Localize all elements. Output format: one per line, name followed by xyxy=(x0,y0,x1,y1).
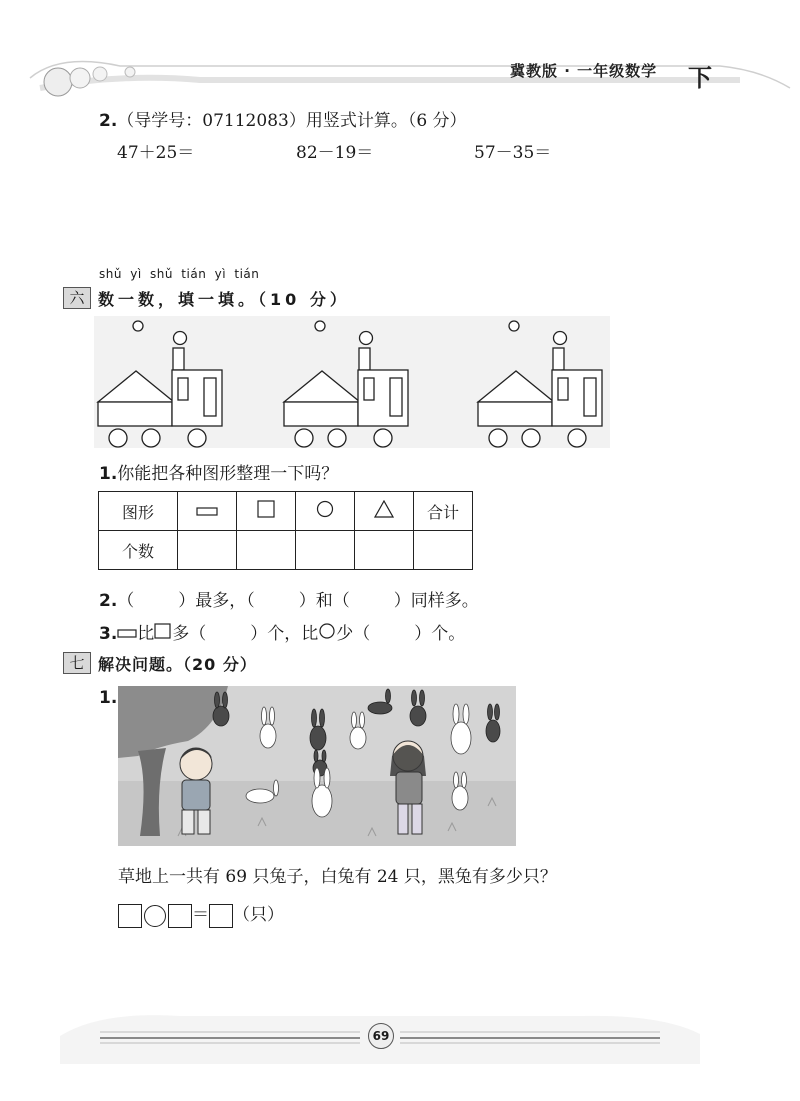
s6-q3-part: 多（ xyxy=(172,624,207,644)
expr-3: 57－35＝ xyxy=(474,143,552,163)
operator-circle[interactable] xyxy=(144,905,166,927)
trains-figure xyxy=(94,316,610,448)
count-circle-input[interactable] xyxy=(296,531,355,570)
count-triangle-input[interactable] xyxy=(355,531,414,570)
section6-title: 数一数，填一填。（10 分） xyxy=(98,290,350,309)
operand-1-box[interactable] xyxy=(118,904,142,928)
table-rect-cell xyxy=(178,492,237,531)
rectangle-icon xyxy=(117,627,137,639)
equals-sign: ＝ xyxy=(192,905,209,925)
expr-1: 47＋25＝ xyxy=(117,143,195,163)
table-circle-cell xyxy=(296,492,355,531)
s6-q3-part: ）个，比 xyxy=(250,624,319,644)
s7-q1-question: 草地上一共有 69 只兔子，白兔有 24 只，黑兔有多少只？ xyxy=(118,867,557,887)
shape-count-table xyxy=(98,491,473,570)
square-icon xyxy=(257,500,275,518)
rectangle-icon xyxy=(196,505,218,517)
table-total-label: 合计 xyxy=(414,492,473,531)
section6-pinyin: shǔ yì shǔ tián yì tián xyxy=(99,267,260,281)
table-shape-label: 图形 xyxy=(99,492,178,531)
section7-title: 解决问题。（20 分） xyxy=(98,655,257,674)
s6-q2-number: 2. xyxy=(99,591,118,611)
unit-label: （只） xyxy=(233,905,284,925)
count-rect-input[interactable] xyxy=(178,531,237,570)
count-square-input[interactable] xyxy=(237,531,296,570)
square-icon xyxy=(154,623,172,639)
section6-badge: 六 xyxy=(63,287,91,309)
equation-row xyxy=(118,900,284,928)
expr-2: 82－19＝ xyxy=(296,143,374,163)
q2-number: 2. xyxy=(99,111,118,131)
header-banner xyxy=(0,48,800,108)
triangle-icon xyxy=(374,500,394,518)
circle-icon xyxy=(316,500,334,518)
table-header-row xyxy=(99,492,473,531)
s7-q1-number: 1. xyxy=(99,688,118,708)
table-square-cell xyxy=(237,492,296,531)
s6-q3-part: 比 xyxy=(137,624,155,644)
s6-q3-part: 少（ xyxy=(336,624,371,644)
operand-2-box[interactable] xyxy=(168,904,192,928)
page-number: 69 xyxy=(368,1023,394,1049)
s6-q2-part: ）和（ xyxy=(298,591,350,611)
result-box[interactable] xyxy=(209,904,233,928)
table-triangle-cell xyxy=(355,492,414,531)
s6-q3-number: 3. xyxy=(99,624,118,644)
s6-q1-number: 1. xyxy=(99,464,118,484)
s6-q2-part: （ xyxy=(117,591,135,611)
circle-icon xyxy=(318,623,336,639)
grade-mark: 下 xyxy=(688,64,712,92)
count-total-input[interactable] xyxy=(414,531,473,570)
s6-q1 xyxy=(99,459,338,484)
s6-q3 xyxy=(99,619,465,644)
rabbits-illustration xyxy=(118,686,516,846)
book-brand: 冀教版 · 一年级数学 xyxy=(510,62,658,80)
s6-q2-part: ）同样多。 xyxy=(393,591,479,611)
s6-q1-text: 你能把各种图形整理一下吗？ xyxy=(117,464,339,484)
q2-text: （导学号：07112083）用竖式计算。（6 分） xyxy=(117,111,467,131)
s6-q3-part: ）个。 xyxy=(414,624,466,644)
q2-heading xyxy=(99,106,467,131)
table-count-label: 个数 xyxy=(99,531,178,570)
section7-badge: 七 xyxy=(63,652,91,674)
table-count-row xyxy=(99,531,473,570)
s6-q2 xyxy=(99,586,479,611)
s6-q2-part: ）最多，（ xyxy=(178,591,255,611)
